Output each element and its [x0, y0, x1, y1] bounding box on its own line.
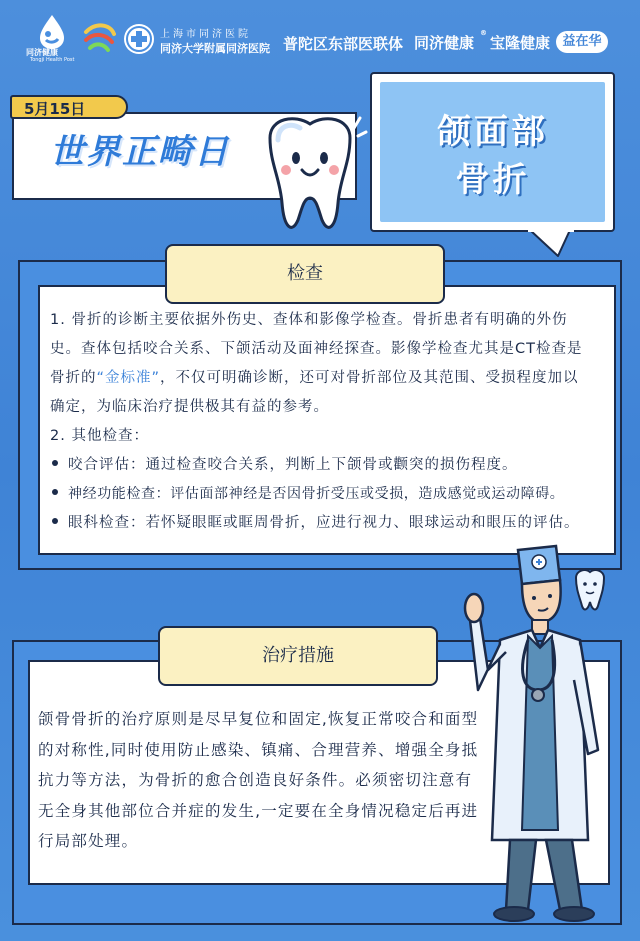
- brand-badge: 益在华: [556, 31, 608, 53]
- tooth-mascot: [250, 108, 370, 240]
- bullet-dot-icon: [52, 460, 58, 466]
- section1-content: [50, 306, 590, 538]
- brand-tongji-health: 同济健康: [414, 34, 475, 52]
- bullet-text: 眼科检查：若怀疑眼眶或眶周骨折，应进行视力、眼球运动和眼压的评估。: [68, 515, 580, 531]
- brand-baolong-health: 宝隆健康: [490, 34, 551, 52]
- bubble-tail-icon: [528, 228, 578, 260]
- hospital-emblem: [124, 24, 154, 54]
- gold-standard-highlight: “金标准”: [96, 370, 161, 386]
- treatment-paragraph: 颌骨骨折的治疗原则是尽早复位和固定,恢复正常咬合和面型的对称性,同时使用防止感染、镇痛、合理营养、增强全身抵抗力等方法，为骨折的愈合创造良好条件。必须密切注意有无全身其他部位合并症的发生,一定要在全身情况稳定后再进行局部处理。: [38, 710, 479, 850]
- header-logos: [0, 10, 640, 70]
- bullet-dot-icon: [52, 489, 58, 495]
- diagnosis-text-after: ，不仅可明确诊断，还可对骨折部位及其范围、受损程度加以确定，为临床治疗提供极其有益的参考。: [50, 370, 579, 415]
- doctor-illustration: [448, 540, 628, 925]
- bullet-dot-icon: [52, 518, 58, 524]
- hospital-cross-icon: [124, 24, 154, 54]
- alliance-name: 普陀区东部医联体: [283, 35, 404, 53]
- water-drop-icon: [30, 12, 74, 52]
- swirl-logo: [82, 20, 118, 56]
- other-exams-heading: 2. 其他检查：: [50, 428, 149, 444]
- hospital-name-bottom: 同济大学附属同济医院: [160, 42, 270, 55]
- topic-line-2: 骨折: [455, 160, 530, 200]
- section1-tag: 检查: [165, 244, 445, 304]
- bullet-item: [50, 509, 590, 538]
- hospital-name-top: 上海市同济医院: [160, 29, 251, 40]
- doctor-icon: [448, 540, 628, 925]
- bullet-item: [50, 451, 590, 480]
- diagnosis-paragraph: [50, 306, 590, 422]
- bullet-text: 神经功能检查：评估面部神经是否因骨折受压或受损，造成感觉或运动障碍。: [68, 486, 565, 502]
- tooth-mascot-icon: [250, 108, 370, 240]
- registered-mark: ®: [480, 29, 487, 37]
- swirl-icon: [82, 20, 118, 56]
- logo1-text: 同济健康: [26, 48, 58, 57]
- bullet-item: [50, 480, 590, 509]
- page-title: 世界正畸日: [50, 132, 230, 172]
- section2-tag: 治疗措施: [158, 626, 438, 686]
- bullet-text: 咬合评估：通过检查咬合关系，判断上下颌骨或颧突的损伤程度。: [68, 457, 518, 473]
- logo1-sub: Tongji Health Post: [30, 57, 75, 63]
- date-tag: 5月15日: [10, 95, 128, 119]
- diagnosis-text-before: 1. 骨折的诊断主要依据外伤史、查体和影像学检查。骨折患者有明确的外伤史。查体包括咬合关系、下颌活动及面神经探查。影像学检查尤其是CT检查是骨折的: [50, 312, 583, 386]
- topic-line-1: 颌面部: [437, 112, 548, 152]
